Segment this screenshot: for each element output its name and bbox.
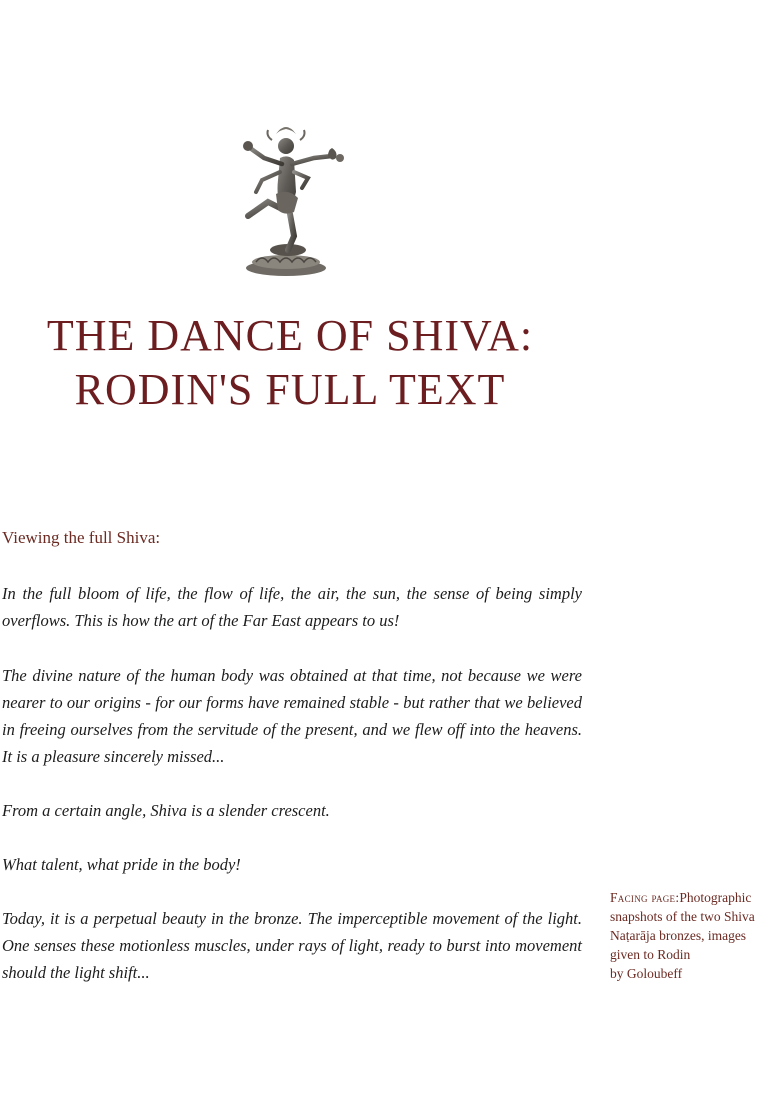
paragraph-talent-pride: What talent, what pride in the body! xyxy=(2,855,241,874)
dancing-shiva-icon xyxy=(228,118,360,280)
caption-line-3: Naṭarāja bronzes, images xyxy=(610,928,747,943)
page-title-line-2: RODIN'S FULL TEXT xyxy=(74,365,506,414)
caption-line-4: given to Rodin xyxy=(610,947,691,962)
paragraph-full-bloom: In the full bloom of life, the flow of life, the air, the sun, the sense of being simply overflows. This is how the art of the Far East appears to us! xyxy=(2,584,582,630)
shiva-statue-image xyxy=(228,118,360,280)
caption-line-1: Photographic xyxy=(679,890,752,905)
caption-label: Facing page: xyxy=(610,890,680,905)
photo-caption xyxy=(610,888,780,983)
paragraph-divine-nature: The divine nature of the human body was obtained at that time, not because we were nearer to our origins - for our forms have remained stable - but rather that we believed in freeing ourselves from the servitude of the present, and we flew off into the heavens. It is a pleasure sincerely missed... xyxy=(2,666,582,766)
paragraph-slender-crescent: From a certain angle, Shiva is a slender crescent. xyxy=(2,801,330,820)
section-heading: Viewing the full Shiva: xyxy=(2,528,161,547)
paragraph-perpetual-beauty: Today, it is a perpetual beauty in the bronze. The imperceptible movement of the light. One senses these motionless muscles, under rays of light, ready to burst into movement should the light shift... xyxy=(2,909,582,982)
page-title-line-1: THE DANCE OF SHIVA: xyxy=(46,311,534,360)
caption-line-5: by Goloubeff xyxy=(610,966,683,981)
caption-line-2: snapshots of the two Shiva xyxy=(610,909,755,924)
